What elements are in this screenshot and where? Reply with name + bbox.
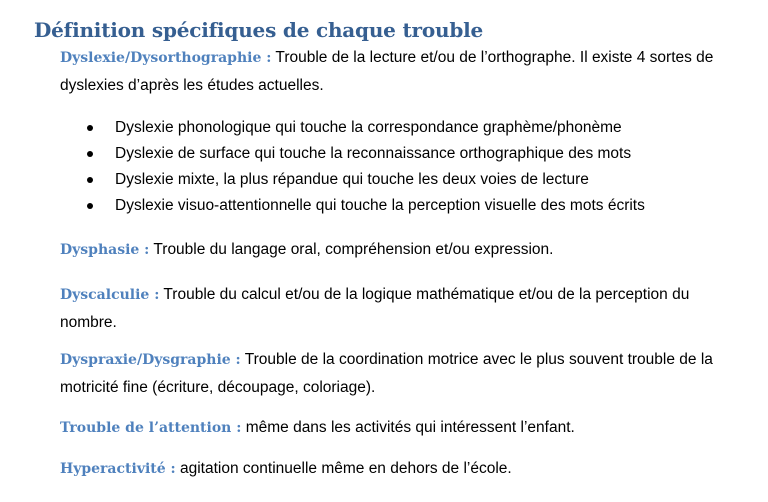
list-item [86, 115, 645, 141]
paragraph-dysphasia [60, 236, 750, 264]
term-hyperactivity: Hyperactivité : [60, 461, 176, 477]
term-dyscalculia: Dyscalculie : [60, 287, 160, 303]
paragraph-dyspraxia [60, 346, 750, 401]
definition-dysphasia: Trouble du langage oral, compréhension et/ou expression. [149, 241, 554, 258]
bullet-icon [87, 125, 93, 131]
list-item-text: Dyslexie phonologique qui touche la correspondance graphème/phonème [115, 119, 622, 136]
definition-attention: même dans les activités qui intéressent l’enfant. [241, 419, 575, 436]
section-heading: Définition spécifiques de chaque trouble [34, 18, 484, 42]
term-dyspraxia: Dyspraxie/Dysgraphie : [60, 352, 241, 368]
list-item-text: Dyslexie mixte, la plus répandue qui touche les deux voies de lecture [115, 171, 589, 188]
definition-dyspraxia: Trouble de la coordination motrice avec le plus souvent trouble de la motricité fine (écriture, découpage, coloriage). [60, 351, 713, 396]
term-dyslexia: Dyslexie/Dysorthographie : [60, 50, 272, 66]
definition-hyperactivity: agitation continuelle même en dehors de l’école. [175, 460, 512, 477]
paragraph-attention [60, 414, 750, 442]
list-item [86, 193, 645, 219]
list-item-text: Dyslexie de surface qui touche la reconnaissance orthographique des mots [115, 145, 632, 162]
list-item-text: Dyslexie visuo-attentionnelle qui touche la perception visuelle des mots écrits [115, 197, 645, 214]
dyslexia-types-list [86, 115, 645, 219]
bullet-icon [87, 151, 93, 157]
list-item [86, 141, 645, 167]
definition-dyscalculia: Trouble du calcul et/ou de la logique mathématique et/ou de la perception du nombre. [60, 286, 690, 331]
definition-dyslexia: Trouble de la lecture et/ou de l’orthographe. Il existe 4 sortes de dyslexies d’après les études actuelles. [60, 49, 714, 94]
list-item [86, 167, 645, 193]
term-dysphasia: Dysphasie : [60, 242, 150, 258]
bullet-icon [87, 177, 93, 183]
term-attention: Trouble de l’attention : [60, 420, 242, 436]
paragraph-dyslexia [60, 44, 750, 99]
bullet-icon [87, 203, 93, 209]
paragraph-dyscalculia [60, 281, 750, 336]
paragraph-hyperactivity [60, 455, 750, 483]
